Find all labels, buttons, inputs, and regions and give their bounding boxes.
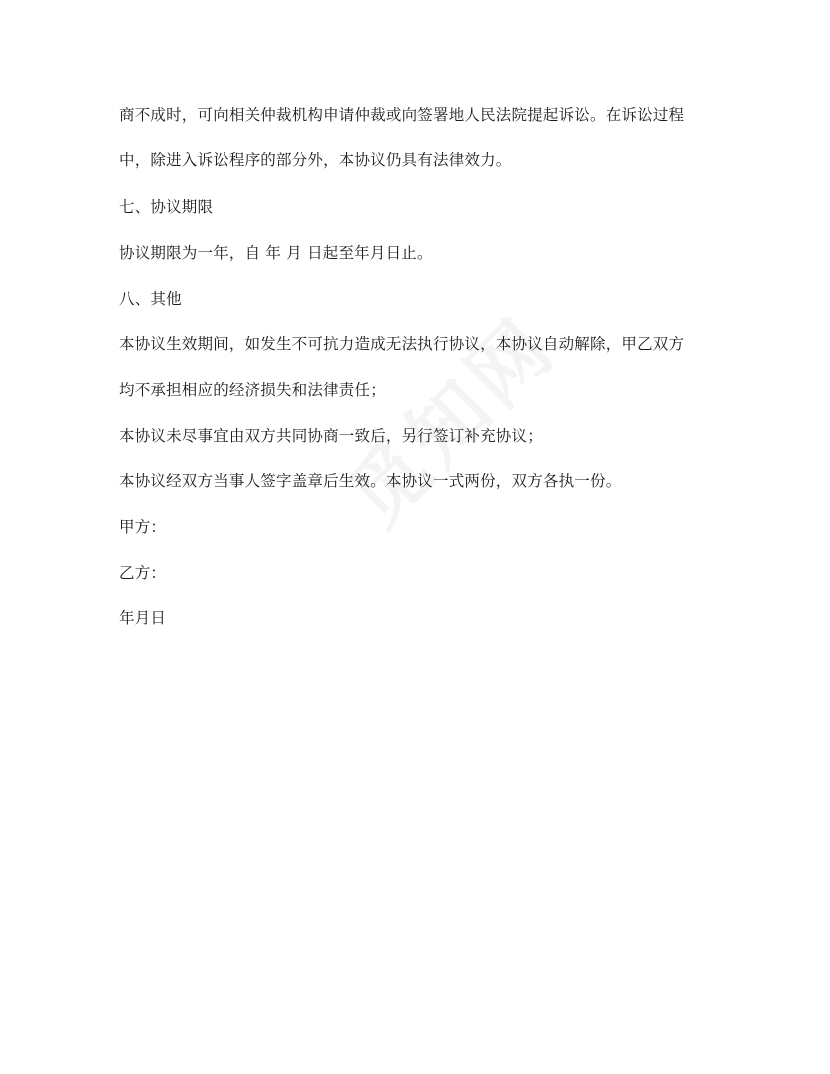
signature-date-label: 年月日: [119, 609, 167, 627]
watermark: [302, 272, 599, 569]
paragraph-dispute-end: 中，除进入诉讼程序的部分外，本协议仍具有法律效力。: [119, 151, 512, 169]
party-b-signature-label: 乙方：: [119, 564, 167, 582]
paragraph-effective: 本协议经双方当事人签字盖章后生效。本协议一式两份，双方各执一份。: [119, 472, 622, 490]
paragraph-supplementary: 本协议未尽事宜由双方共同协商一致后，另行签订补充协议；: [119, 427, 543, 445]
heading-agreement-term: 七、协议期限: [119, 198, 214, 216]
paragraph-dispute-continued: 商不成时，可向相关仲裁机构申请仲裁或向签署地人民法院提起诉讼。在诉讼过程: [119, 106, 685, 124]
party-a-signature-label: 甲方：: [119, 518, 167, 536]
heading-other: 八、其他: [119, 290, 182, 308]
paragraph-force-majeure: 本协议生效期间，如发生不可抗力造成无法执行协议，本协议自动解除，甲乙双方: [119, 335, 685, 353]
paragraph-agreement-term: 协议期限为一年，自 年 月 日起至年月日止。: [119, 244, 433, 262]
paragraph-force-majeure-end: 均不承担相应的经济损失和法律责任；: [119, 381, 386, 399]
